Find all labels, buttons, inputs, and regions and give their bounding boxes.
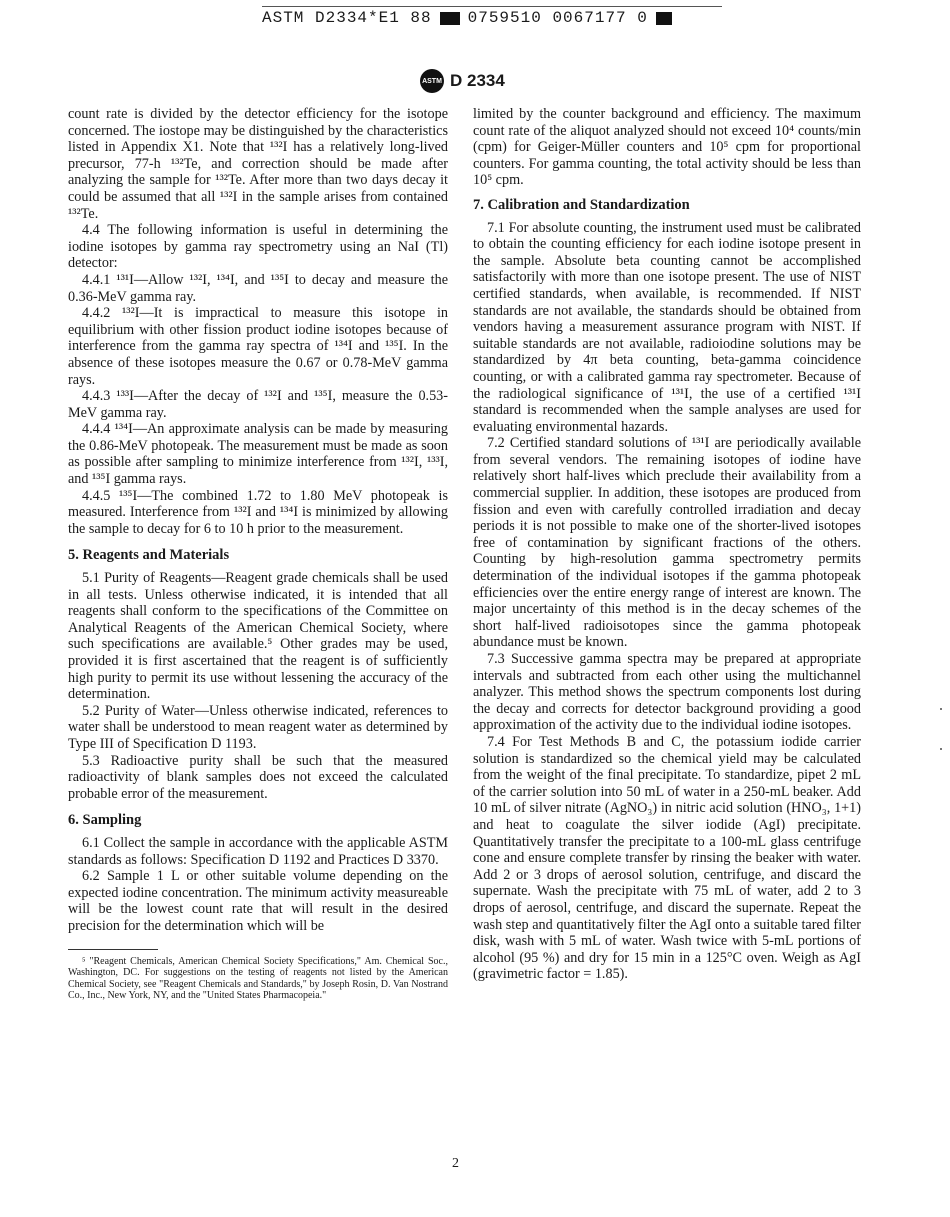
section-heading: 6. Sampling: [68, 812, 142, 829]
paragraph: 4.4 The following information is useful in determining the iodine isotopes by gamma ray spectrometry using an NaI (Tl) detector:: [68, 222, 448, 272]
paragraph: 4.4.4 ¹³⁴I—An approximate analysis can be made by measuring the 0.86-MeV photopeak. The measurement must be made as soon as possible after sampling to minimize interference from ¹³²I, ¹³³I, and ¹³⁵I gamma rays.: [68, 421, 448, 488]
control-code-part1: ASTM D2334*E1 88: [262, 9, 432, 27]
paragraph: 4.4.5 ¹³⁵I—The combined 1.72 to 1.80 MeV photopeak is measured. Interference from ¹³²I and ¹³⁴I is minimized by allowing the sample to decay for 6 to 10 h prior to the measurement.: [68, 487, 448, 537]
section-heading: 5. Reagents and Materials: [68, 547, 230, 564]
paragraph: 4.4.3 ¹³³I—After the decay of ¹³²I and ¹³⁵I, measure the 0.53-MeV gamma ray.: [68, 388, 448, 421]
document-control-code: [262, 6, 722, 29]
footnote-divider: [68, 949, 158, 950]
paragraph: 5.1 Purity of Reagents—Reagent grade chemicals shall be used in all tests. Unless otherwise indicated, it is intended that all reagents shall conform to the specifications of the Committee on Analytical Reagents of the American Chemical Society, where such specifications are available.⁵ Other grades may be used, provided it is first ascertained that the reagent is of sufficiently high purity to permit its use without lessening the accuracy of the determination.: [68, 570, 448, 703]
paragraph: 6.2 Sample 1 L or other suitable volume depending on the expected iodine concentration. The minimum activity measureable will be the lowest count rate that will result in the desired precision for the determination which will be: [68, 868, 448, 934]
page-number: 2: [452, 1156, 459, 1171]
control-code-part2: 0759510 0067177 0: [467, 9, 648, 27]
paragraph: 4.4.2 ¹³²I—It is impractical to measure this isotope in equilibrium with other fission product iodine isotopes because of interference from the gamma ray spectra of ¹³⁴I and ¹³⁵I. In the absence of these isotopes measure the 0.67 or 0.78-MeV gamma rays.: [68, 305, 448, 388]
page-header: [420, 68, 505, 94]
paragraph: 7.1 For absolute counting, the instrument used must be calibrated to obtain the counting efficiency for each iodine isotope present in the sample. Absolute beta counting cannot be accomplished satisfactorily with more than one isotope present. The use of NIST certified standards, when available, is recommended. If NIST standards are not available, the standards should be obtained from vendors having a measurement assurance program with NIST. If suitable standards are not available, radioiodine solutions may be standardized by 4π beta counting, beta-gamma coincidence counting, or with a calibrated gamma ray spectrometer. Because of the radiological significance of ¹³¹I, the use of a certified ¹³¹I standard is recommended when the sample analyses are used for evaluating environmental hazards.: [473, 219, 861, 435]
paragraph: 6.1 Collect the sample in accordance with the applicable ASTM standards as follows: Specification D 1192 and Practices D 3370.: [68, 834, 448, 868]
redaction-block: [440, 12, 460, 25]
astm-logo-icon: ASTM: [420, 69, 444, 93]
paragraph: 5.2 Purity of Water—Unless otherwise indicated, references to water shall be understood to mean reagent water as determined by Type III of Specification D 1193.: [68, 702, 448, 752]
right-column: [473, 106, 861, 983]
paragraph: 4.4.1 ¹³¹I—Allow ¹³²I, ¹³⁴I, and ¹³⁵I to decay and measure the 0.36-MeV gamma ray.: [68, 271, 448, 305]
paragraph: 7.2 Certified standard solutions of ¹³¹I are periodically available from several vendors. The remaining isotopes of iodine have relatively short half-lives which preclude their availability from a commercial supplier. In addition, these isotopes are produced from fission and even with carefully controlled irradiation and decay periods it is not possible to make one of the shorter-lived isotopes free of contamination by significant fractions of the others. Counting by high-resolution gamma spectrometry permits determination of the individual isotopes if the gamma photopeak efficiencies over the entire energy range of interest are known. The major uncertainty of this method is in the decay schemes of the short half-lived radioisotopes since the gamma photopeak abundance must be known.: [473, 435, 861, 651]
footnote: ⁵ "Reagent Chemicals, American Chemical Society Specifications," Am. Chemical Soc., Washington, DC. For suggestions on the testing of reagents not listed by the American Chemical Society, see "Reagent Chemicals and Standards," by Joseph Rosin, D. Van Nostrand Co., Inc., New York, NY, and the "United States Pharmacopeia.": [68, 955, 448, 1001]
paragraph: limited by the counter background and efficiency. The maximum count rate of the aliquot analyzed should not exceed 10⁴ counts/min (cpm) for Geiger-Müller counters and 10⁵ cpm for proportional counters. For gamma counting, the total activity should be less than 10⁵ cpm.: [473, 106, 861, 189]
section-heading: 7. Calibration and Standardization: [473, 196, 690, 213]
paragraph: 5.3 Radioactive purity shall be such that the measured radioactivity of blank samples does not exceed the calculated probable error of the measurement.: [68, 752, 448, 802]
scan-speck: [940, 748, 942, 750]
paragraph: 7.4 For Test Methods B and C, the potassium iodide carrier solution is standardized so the chemical yield may be calculated from the weight of the final precipitate. To standardize, pipet 2 mL of the carrier solution into 50 mL of water in a 250-mL beaker. Add 10 mL of silver nitrate (AgNO₃) in nitric acid solution (HNO₃, 1+1) and heat to coagulate the silver iodide (AgI) precipitate. Quantitatively transfer the precipitate to a 100-mL glass centrifuge cone and ensure complete transfer by rinsing the beaker with water. Add 2 or 3 drops of aerosol solution, centrifuge, and discard the supernate. Wash the precipitate with 75 mL of water, add 2 to 3 drops of aerosol, centrifuge, and discard the supernate. Repeat the wash step and quantitatively filter the AgI onto a suitable tared filter disk, wash with 5 mL of water. Wash twice with 5-mL portions of alcohol (95 %) and dry for 15 min in a 125°C oven. Weigh as AgI (gravimetric factor = 1.85).: [473, 733, 861, 983]
left-column: [68, 106, 448, 1002]
redaction-block: [656, 12, 672, 25]
paragraph: count rate is divided by the detector efficiency for the isotope concerned. The iostope may be distinguished by the characteristics listed in Appendix X1. Note that ¹³²I has a relatively long-lived precursor, 77-h ¹³²Te, and correction should be made after analyzing the sample for ¹³²Te. After more than two days decay it could be assumed that all ¹³²I in the sample arises from contained ¹³²Te.: [68, 106, 448, 222]
paragraph: 7.3 Successive gamma spectra may be prepared at appropriate intervals and subtracted from each other using the multichannel analyzer. This method shows the spectrum components lost during the decay and corrects for detector background providing a good approximation of the activity due to the individual iodine isotopes.: [473, 651, 861, 734]
designation: D 2334: [450, 71, 505, 90]
scan-speck: [940, 708, 942, 710]
